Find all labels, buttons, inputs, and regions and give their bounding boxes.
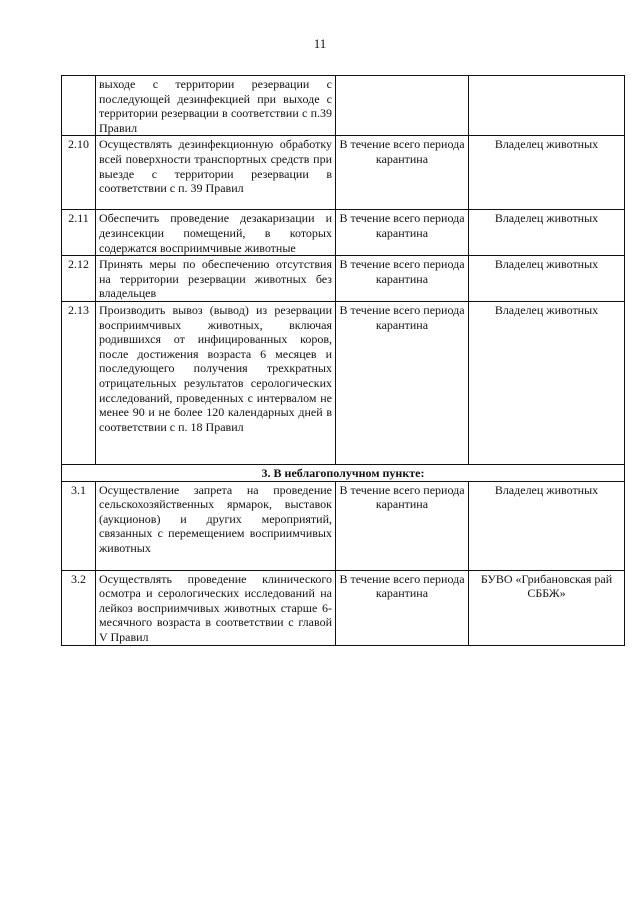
row-term: В течение всего периода карантина xyxy=(336,256,469,302)
row-action: Производить вывоз (вывод) из резервации восприимчивых животных, включая родившихся от инфицированных коров, после достижения возраста 6 месяцев и последующего получения трехкратных отрицательных результатов серологических исследований, проведенных с интервалом не менее 90 и не более 120 календарных дней в соответствии с п. 18 Правил xyxy=(96,301,336,464)
row-responsible: Владелец животных xyxy=(469,210,625,256)
row-action: Принять меры по обеспечению отсутствия на территории резервации животных без владельцев xyxy=(96,256,336,302)
row-number xyxy=(62,76,96,136)
table-row xyxy=(62,570,625,645)
row-term: В течение всего периода карантина xyxy=(336,210,469,256)
row-term: В течение всего периода карантина xyxy=(336,570,469,645)
row-responsible: Владелец животных xyxy=(469,256,625,302)
row-action: Осуществлять проведение клинического осмотра и серологических исследований на лейкоз восприимчивых животных старше 6-месячного возраста в соответствии с главой V Правил xyxy=(96,570,336,645)
row-responsible: БУВО «Грибановская рай СББЖ» xyxy=(469,570,625,645)
row-action: Обеспечить проведение дезакаризации и дезинсекции помещений, в которых содержатся восприимчивые животные xyxy=(96,210,336,256)
row-action: выходе с территории резервации с последующей дезинфекцией при выходе с территории резервации в соответствии с п.39 Правил xyxy=(96,76,336,136)
table-row xyxy=(62,301,625,464)
row-number: 2.12 xyxy=(62,256,96,302)
section-title: 3. В неблагополучном пункте: xyxy=(62,464,625,481)
row-term: В течение всего периода карантина xyxy=(336,481,469,570)
row-action: Осуществление запрета на проведение сельскохозяйственных ярмарок, выставок (аукционов) и других мероприятий, связанных с перемещением восприимчивых животных xyxy=(96,481,336,570)
page-number: 11 xyxy=(313,36,327,51)
table-row xyxy=(62,76,625,136)
row-number: 3.2 xyxy=(62,570,96,645)
table-row xyxy=(62,210,625,256)
row-number: 2.13 xyxy=(62,301,96,464)
row-number: 2.11 xyxy=(62,210,96,256)
section-header-row xyxy=(62,464,625,481)
row-term: В течение всего периода карантина xyxy=(336,136,469,210)
table-row xyxy=(62,481,625,570)
row-responsible: Владелец животных xyxy=(469,481,625,570)
table-row xyxy=(62,136,625,210)
row-responsible: Владелец животных xyxy=(469,136,625,210)
row-term: В течение всего периода карантина xyxy=(336,301,469,464)
row-number: 2.10 xyxy=(62,136,96,210)
measures-table xyxy=(61,75,625,646)
row-number: 3.1 xyxy=(62,481,96,570)
row-responsible xyxy=(469,76,625,136)
row-responsible: Владелец животных xyxy=(469,301,625,464)
row-term xyxy=(336,76,469,136)
row-action: Осуществлять дезинфекционную обработку всей поверхности транспортных средств при выезде с территории резервации в соответствии с п. 39 Правил xyxy=(96,136,336,210)
table-row xyxy=(62,256,625,302)
